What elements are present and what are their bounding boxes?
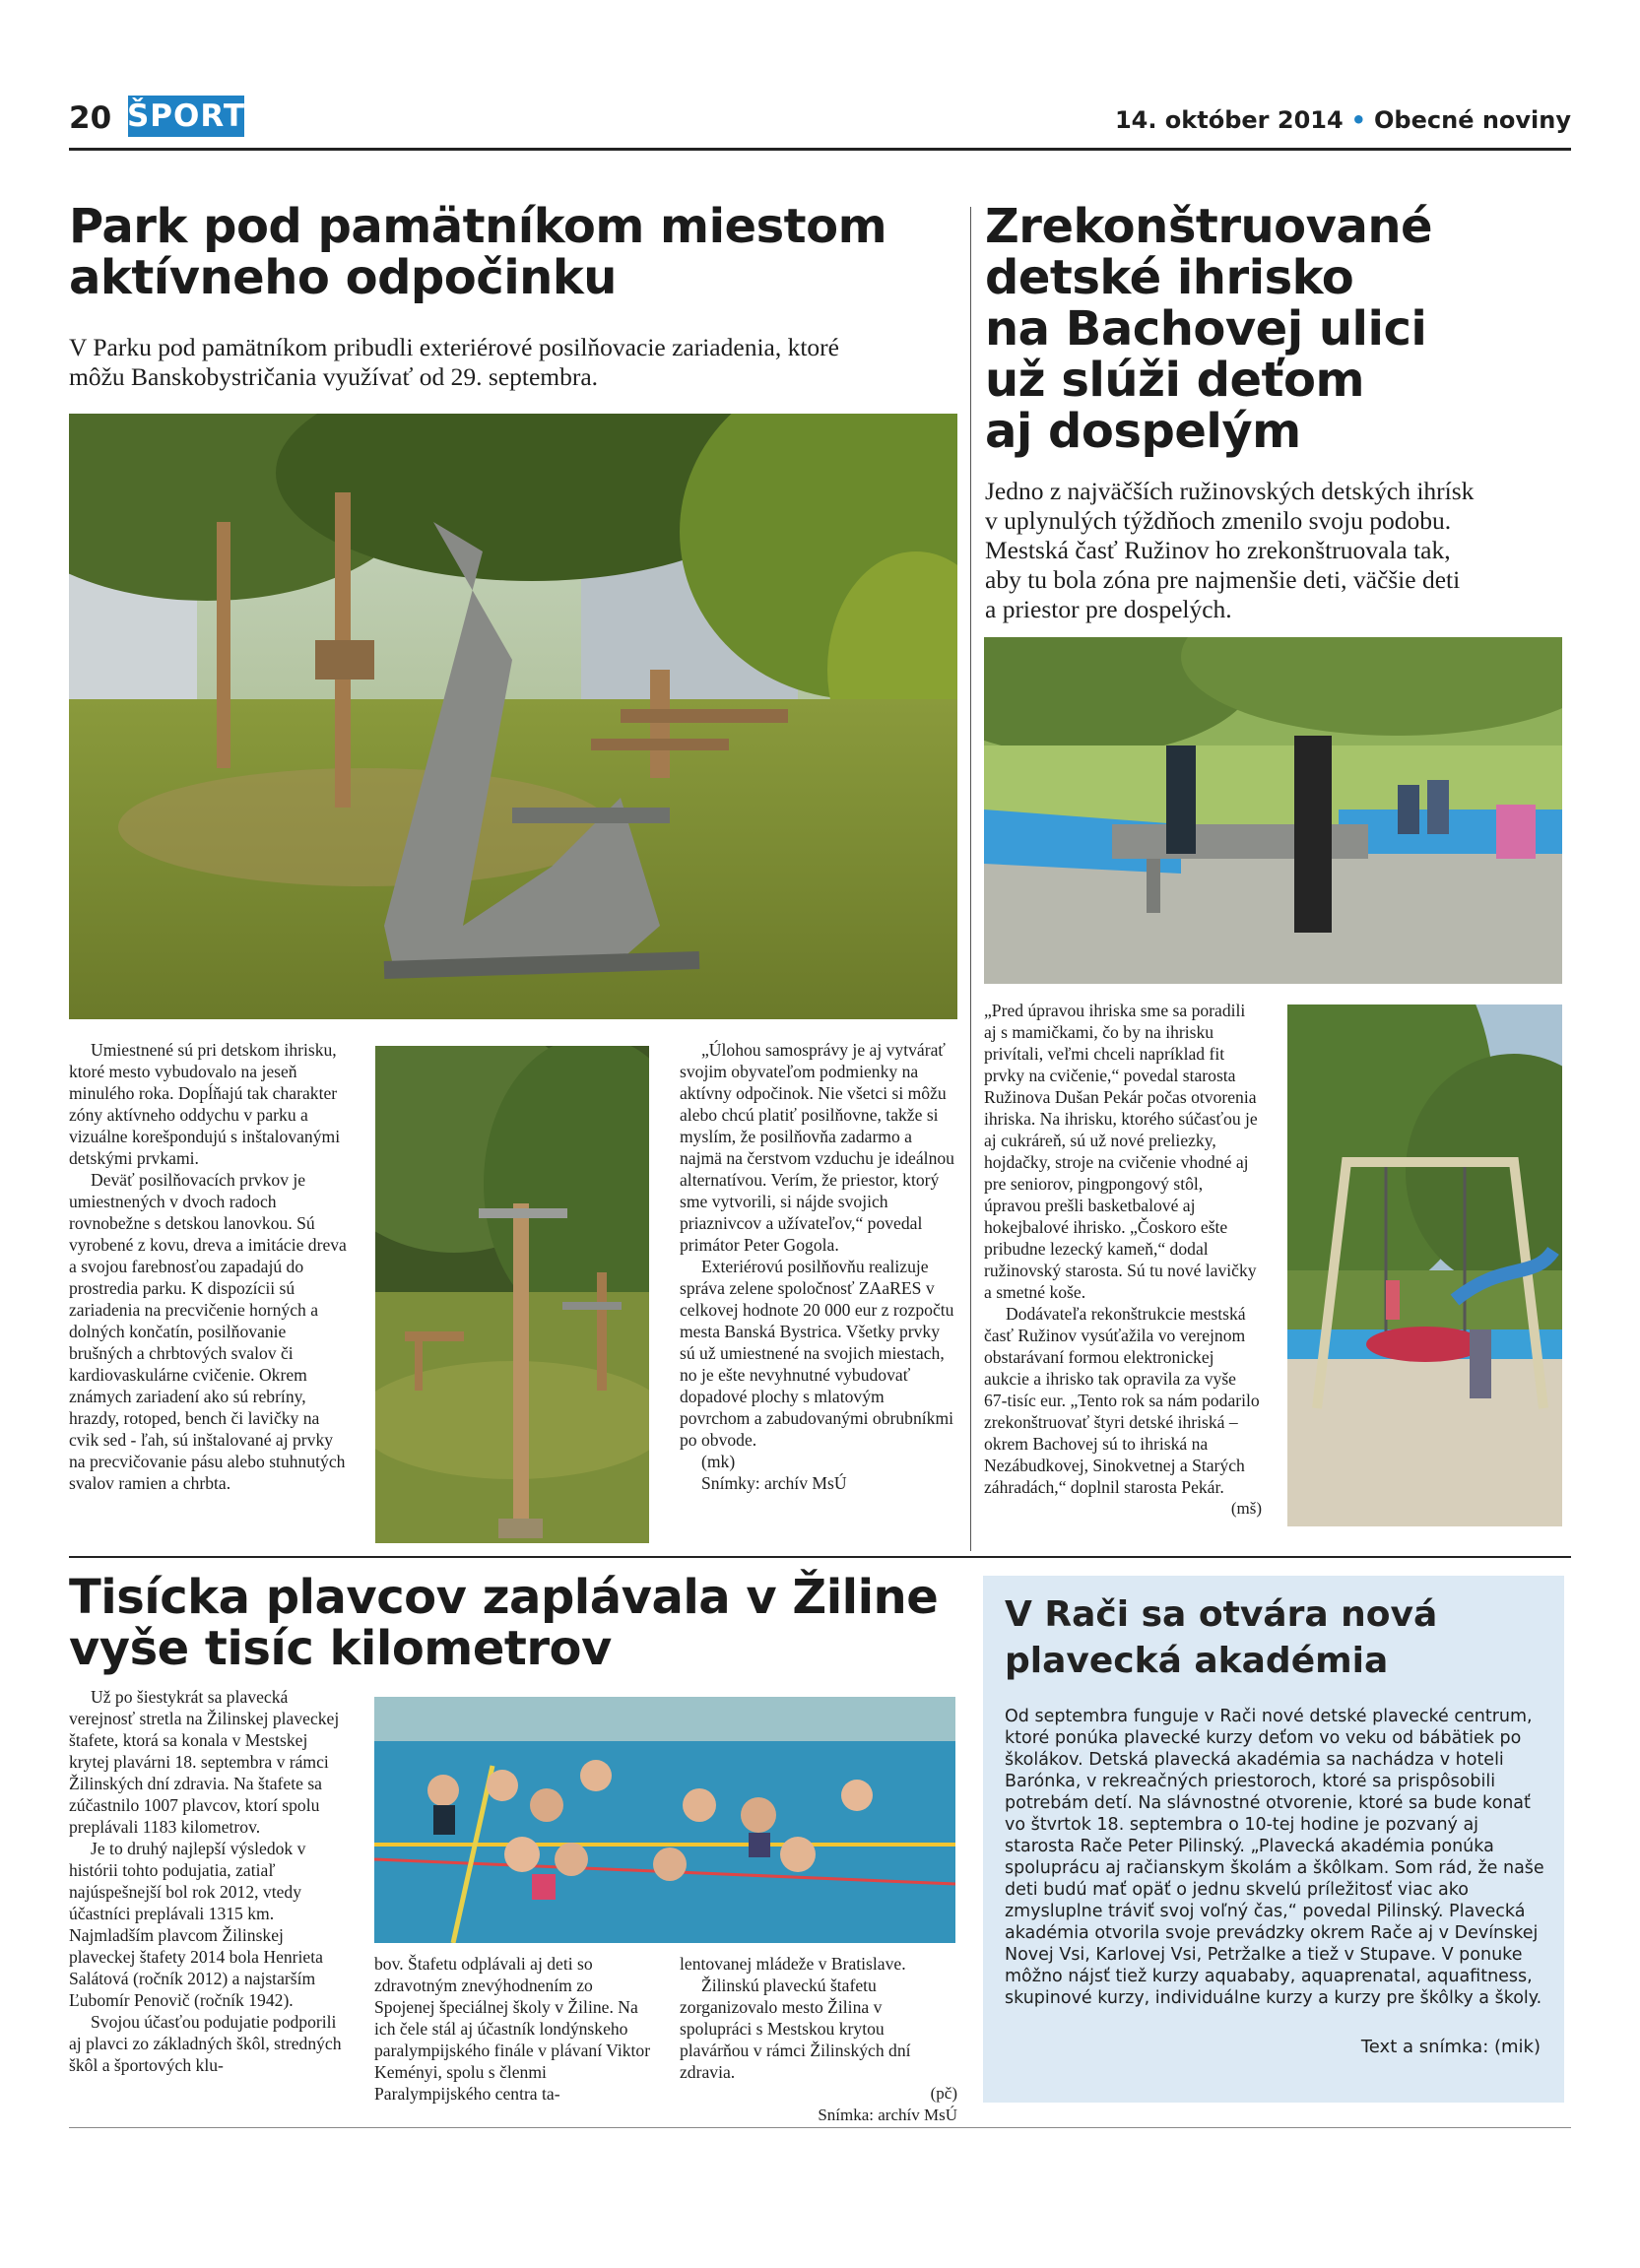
fitness-equipment-photo	[69, 414, 957, 1019]
article1-lead	[69, 333, 975, 392]
article2-lead-line1: Jedno z najväčších ružinovských detských ihrísk	[985, 477, 1475, 505]
article3-column-2	[374, 1953, 652, 2105]
article2-lead-line3: Mestská časť Ružinov ho zrekonštruovala tak,	[985, 536, 1451, 564]
article1-col3-paragraph: Exteriérovú posilňovňu realizuje správa zelene spoločnosť ZAaRES v celkovej hodnote 20 000 eur z rozpočtu mesta Banská Bystrica. Všetky prvky sú už umiestnené na svojich miestach, no je ešte nevyhnutné vybudovať dopadové plochy s mlatovým povrchom a zabudovanými obrubníkmi po obvode.	[680, 1257, 954, 1450]
article3-col2-paragraph: bov. Štafetu odplávali aj deti so zdravotným znevýhodnením zo Spojenej špeciálnej školy v Žiline. Na ich čele stál aj účastník londýnskeho paralympijského finále v plávaní Viktor Keményi, spolu s členmi Paralympijského centra ta-	[374, 1954, 651, 2104]
article2-title	[985, 201, 1576, 457]
fitness-park-photo	[375, 1046, 649, 1543]
playground-swings-photo	[1287, 1004, 1562, 1526]
playground-pingpong-photo	[984, 637, 1562, 984]
article3-column-3	[680, 1953, 957, 2126]
article4-text: Od septembra funguje v Rači nové detské plavecké centrum, ktoré ponúka plavecké kurzy deťom vo veku od bábätiek po školákov. Detská plavecká akadémia sa nachádza v hoteli Barónka, v rekreačných priestoroch, ktoré sa prispôsobili potrebám detí. Na slávnostné otvorenie, ktoré sa bude konať vo štvrtok 18. septembra o 10-tej hodine je pozvaný aj starosta Rače Peter Pilinský. „Plavecká akadémia ponúka spoluprácu aj račianskym školám a škôlkam. Som rád, že naše deti budú mať opäť o jednu skvelú príležitosť viac ako zmysluplne tráviť svoj voľný čas,“ povedal Pilinský. Plavecká akadémia otvorila svoje prevádzky okrem Rače aj v Devínskej Novej Vsi, Karlovej Vsi, Petržalke a tiež v Stupave. V ponuke môžno nájsť tiež kurzy aquababy, aquaprenatal, aquafitness, skupinové kurzy, individuálne kurzy a kurzy pre škôlky a školy.	[1005, 1707, 1544, 2008]
article4-title	[1005, 1591, 1546, 1684]
article3-title-line1: Tisícka plavcov zaplávala v Žiline	[69, 1570, 939, 1625]
article3-col1-paragraph: Je to druhý najlepší výsledok v histórii tohto podujatia, zatiaľ najúspešnejší bol rok 2012, vtedy účastníci preplávali 1315 km. Najmladším plavcom Žilinskej plaveckej štafety 2014 bola Henrieta Salátová (ročník 2012) a najstarším Ľubomír Penovič (ročník 1942).	[69, 1839, 323, 2010]
article3-col3-paragraph: Žilinskú plaveckú štafetu zorganizovalo mesto Žilina v spolupráci s Mestskou krytou plavárňou v rámci Žilinských dní zdravia.	[680, 1976, 911, 2082]
article3-col3-paragraph: lentovanej mládeže v Bratislave.	[680, 1954, 906, 1974]
article1-title-line1: Park pod pamätníkom miestom	[69, 199, 887, 254]
article3-signature: (pč)	[930, 2084, 957, 2103]
article1-col1-paragraph: Umiestnené sú pri detskom ihrisku, ktoré mesto vybudovalo na jeseň minulého roka. Dopĺňajú tak charakter zóny aktívneho oddychu v parku a vizuálne korešpondujú s inštalovanými detskými prvkami.	[69, 1040, 341, 1168]
page-number: 20	[69, 100, 112, 136]
article3-title-line2: vyše tisíc kilometrov	[69, 1621, 612, 1676]
article2-title-line2: detské ihrisko	[985, 250, 1354, 305]
article4-credit: Text a snímka: (mik)	[1360, 2037, 1541, 2057]
article2-lead-line2: v uplynulých týždňoch zmenilo svoju podobu.	[985, 506, 1452, 535]
article1-lead-line2: môžu Banskobystričania využívať od 29. septembra.	[69, 362, 599, 391]
article1-col1-paragraph: Deväť posilňovacích prvkov je umiestnených v dvoch radoch rovnobežne s detskou lanovkou. Sú vyrobené z kovu, dreva a imitácie dreva a svojou farebnosťou zapadajú do prostredia parku. K dispozícii sú zariadenia na precvičenie horných a dolných končatín, posilňovanie brušných a chrbtových svalov či kardiovaskulárne cvičenie. Okrem známych zariadení ako sú rebríny, hrazdy, rotoped, bench či lavičky na cvik sed - ľah, sú inštalované aj prvky na precvičovanie pásu alebo stuhnutých svalov ramien a chrbta.	[69, 1170, 347, 1493]
article2-lead-line4: aby tu bola zóna pre najmenšie deti, väčšie deti	[985, 565, 1461, 594]
article1-title	[69, 201, 975, 303]
swimmers-photo	[374, 1697, 955, 1943]
section-label: ŠPORT	[128, 96, 244, 137]
article2-lead	[985, 477, 1566, 624]
article1-signature: (mk)	[701, 1452, 736, 1471]
article2-title-line5: aj dospelým	[985, 404, 1301, 459]
article3-title	[69, 1572, 975, 1674]
article2-paragraph: „Pred úpravou ihriska sme sa poradili aj s mamičkami, čo by na ihrisku privítali, veľmi chceli napríklad fit prvky na cvičenie,“ povedal starosta Ružinova Dušan Pekár počas otvorenia ihriska. Na ihrisku, ktorého súčasťou je aj cukráreň, sú už nové preliezky, hojdačky, stroje na cvičenie vhodné aj pre seniorov, pingpongový stôl, úpravou prešli basketbalové aj hokejbalové ihrisko. „Čoskoro ešte pribudne lezecký kameň,“ dodal ružinovský starosta. Sú tu nové lavičky a smetné koše.	[984, 1001, 1258, 1302]
article2-lead-line5: a priestor pre dospelých.	[985, 595, 1232, 623]
article1-lead-line1: V Parku pod pamätníkom pribudli exteriérové posilňovacie zariadenia, ktoré	[69, 333, 839, 361]
article2-title-line4: už slúži deťom	[985, 353, 1364, 408]
article2-signature: (mš)	[1230, 1499, 1262, 1518]
article4-title-line1: V Rači sa otvára nová	[1005, 1594, 1438, 1635]
article3-column-1	[69, 1686, 347, 2076]
publication-name: Obecné noviny	[1374, 106, 1571, 134]
article1-column-1	[69, 1039, 347, 1494]
article2-title-line1: Zrekonštruované	[985, 199, 1433, 254]
issue-date: 14. október 2014	[1114, 106, 1344, 134]
article3-photo-credit: Snímka: archív MsÚ	[818, 2106, 957, 2124]
article4-title-line2: plavecká akadémia	[1005, 1641, 1389, 1681]
header-separator: •	[1350, 106, 1367, 134]
footer-rule	[69, 2127, 1571, 2128]
header-info	[1115, 106, 1571, 134]
article1-column-3	[680, 1039, 957, 1494]
section-rule	[69, 1556, 1571, 1558]
news-box	[983, 1576, 1564, 2103]
header-rule	[69, 148, 1571, 151]
article1-photo-credit: Snímky: archív MsÚ	[701, 1473, 847, 1493]
column-divider	[970, 207, 971, 1551]
article1-col3-paragraph: „Úlohou samosprávy je aj vytvárať svojim obyvateľom podmienky na aktívny odpočinok. Nie všetci si môžu alebo chcú platiť posilňovne, takže si myslím, že posilňovňa zadarmo a najmä na čerstvom vzduchu je ideálnou alternatívou. Verím, že priestor, ktorý sme vytvorili, si nájde svojich priaznivcov a užívateľov,“ povedal primátor Peter Gogola.	[680, 1040, 954, 1255]
article2-column	[984, 1000, 1262, 1520]
article1-title-line2: aktívneho odpočinku	[69, 250, 617, 305]
article2-title-line3: na Bachovej ulici	[985, 301, 1427, 356]
article2-paragraph: Dodávateľa rekonštrukcie mestská časť Ružinov vysúťažila vo verejnom obstarávaní formou elektronickej aukcie a ihrisko tak opravila za vyše 67-tisíc eur. „Tento rok sa nám podarilo zrekonštruovať štyri detské ihriská – okrem Bachovej sú to ihriská na Nezábudkovej, Sinokvetnej a Starých záhradách,“ doplnil starosta Pekár.	[984, 1304, 1260, 1497]
article3-col1-paragraph: Už po šiestykrát sa plavecká verejnosť stretla na Žilinskej plaveckej štafete, ktorá sa konala v Mestskej krytej plavárni 18. septembra v rámci Žilinských dní zdravia. Na štafete sa zúčastnilo 1007 plavcov, ktorí spolu preplávali 1183 kilometrov.	[69, 1687, 340, 1837]
article3-col1-paragraph: Svojou účasťou podujatie podporili aj plavci zo základných škôl, stredných škôl a športových klu-	[69, 2012, 342, 2075]
